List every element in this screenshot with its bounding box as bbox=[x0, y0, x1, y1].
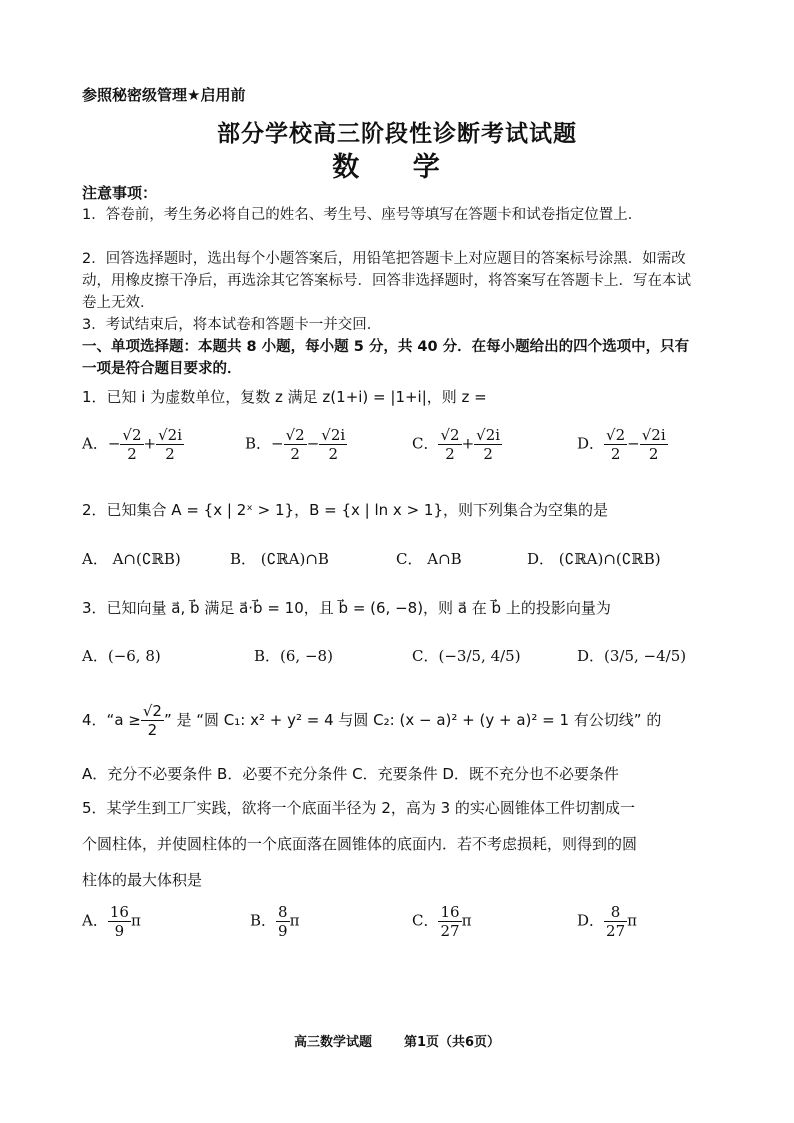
question-4-stem: 4．“a ≥ $\frac{√2}{2}$ ” 是 “圆 C₁: x² + y² = 4 与圆 C₂: (x − a)² + (y + a)² = 1 有公切线” 的 bbox=[82, 702, 662, 739]
subject-title: 数 学 bbox=[332, 152, 462, 183]
q3-option-d: D．(3/5, −4/5) bbox=[577, 647, 687, 665]
question-2-stem: 2．已知集合 A = {x | 2ˣ > 1}，B = {x | ln x > 1}，则下列集合为空集的是 bbox=[82, 501, 608, 519]
note-1: 1．答卷前，考生务必将自己的姓名、考生号、座号等填写在答题卡和试卷指定位置上． bbox=[82, 207, 643, 223]
q5-line-3: 柱体的最大体积是 bbox=[82, 871, 203, 889]
q2-option-c: C． A∩B bbox=[396, 550, 462, 568]
section-1-heading: 一、单项选择题：本题共 8 小题，每小题 5 分，共 40 分．在每小题给出的四个选项中，只有一项是符合题目要求的． bbox=[82, 339, 690, 377]
q5-line-2: 个圆柱体，并使圆柱体的一个底面落在圆锥体的底面内．若不考虑损耗，则得到的圆 bbox=[82, 835, 638, 853]
q5-line-1: 5．某学生到工厂实践，欲将一个底面半径为 2，高为 3 的实心圆锥体工件切割成一 bbox=[82, 799, 635, 817]
q5-option-c: C． $\frac{16}{27}$ π bbox=[412, 903, 472, 940]
question-1-options bbox=[82, 426, 702, 472]
q5-option-b: B． $\frac{8}{9}$ π bbox=[250, 903, 300, 940]
footer-page-number: 第1页（共6页） bbox=[403, 1035, 501, 1050]
question-4-options: A．充分不必要条件 B．必要不充分条件 C．充要条件 D．既不充分也不必要条件 bbox=[82, 765, 619, 783]
question-3-stem: 3．已知向量 a⃗, b⃗ 满足 a⃗·b⃗ = 10，且 b⃗ = (6, −8)，则 a⃗ 在 b⃗ 上的投影向量为 bbox=[82, 599, 611, 617]
q1-option-d: D． $\frac{√2}{2}$ − $\frac{√2i}{2}$ bbox=[577, 426, 666, 463]
q2-option-d: D． (∁ℝA)∩(∁ℝB) bbox=[527, 550, 661, 568]
q5-option-a: A． $\frac{16}{9}$ π bbox=[82, 903, 141, 940]
exam-title: 部分学校高三阶段性诊断考试试题 bbox=[217, 120, 577, 147]
q1-option-a: A．− $\frac{√2}{2}$ + $\frac{√2i}{2}$ bbox=[82, 426, 183, 463]
question-3-options bbox=[82, 645, 702, 669]
question-1-stem: 1．已知 i 为虚数单位，复数 z 满足 z(1+i) = |1+i|，则 z = bbox=[82, 388, 487, 406]
q1-option-b: B．− $\frac{√2}{2}$ − $\frac{√2i}{2}$ bbox=[245, 426, 346, 463]
note-3: 3．考试结束后，将本试卷和答题卡一并交回． bbox=[82, 317, 382, 333]
question-5-stem bbox=[82, 790, 702, 898]
q3-option-b: B．(6, −8) bbox=[254, 647, 333, 665]
note-2: 2．回答选择题时，选出每个小题答案后，用铅笔把答题卡上对应题目的答案标号涂黑．如需改动，用橡皮擦干净后，再选涂其它答案标号．回答非选择题时，将答案写在答题卡上．写在本试卷上无效． bbox=[82, 251, 691, 311]
notes-heading: 注意事项： bbox=[82, 184, 158, 202]
q5-option-d: D． $\frac{8}{27}$ π bbox=[577, 903, 637, 940]
q2-option-b: B． (∁ℝA)∩B bbox=[230, 550, 329, 568]
question-2-options bbox=[82, 548, 702, 572]
q3-option-a: A．(−6, 8) bbox=[82, 647, 161, 665]
q3-option-c: C．(−3/5, 4/5) bbox=[412, 647, 521, 665]
page-footer bbox=[0, 1031, 794, 1050]
footer-exam-name: 高三数学试题 bbox=[293, 1035, 372, 1050]
q2-option-a: A． A∩(∁ℝB) bbox=[82, 550, 181, 568]
q1-option-c: C． $\frac{√2}{2}$ + $\frac{√2i}{2}$ bbox=[412, 426, 501, 463]
question-5-options bbox=[82, 903, 702, 947]
confidentiality-notice: 参照秘密级管理★启用前 bbox=[82, 86, 246, 104]
